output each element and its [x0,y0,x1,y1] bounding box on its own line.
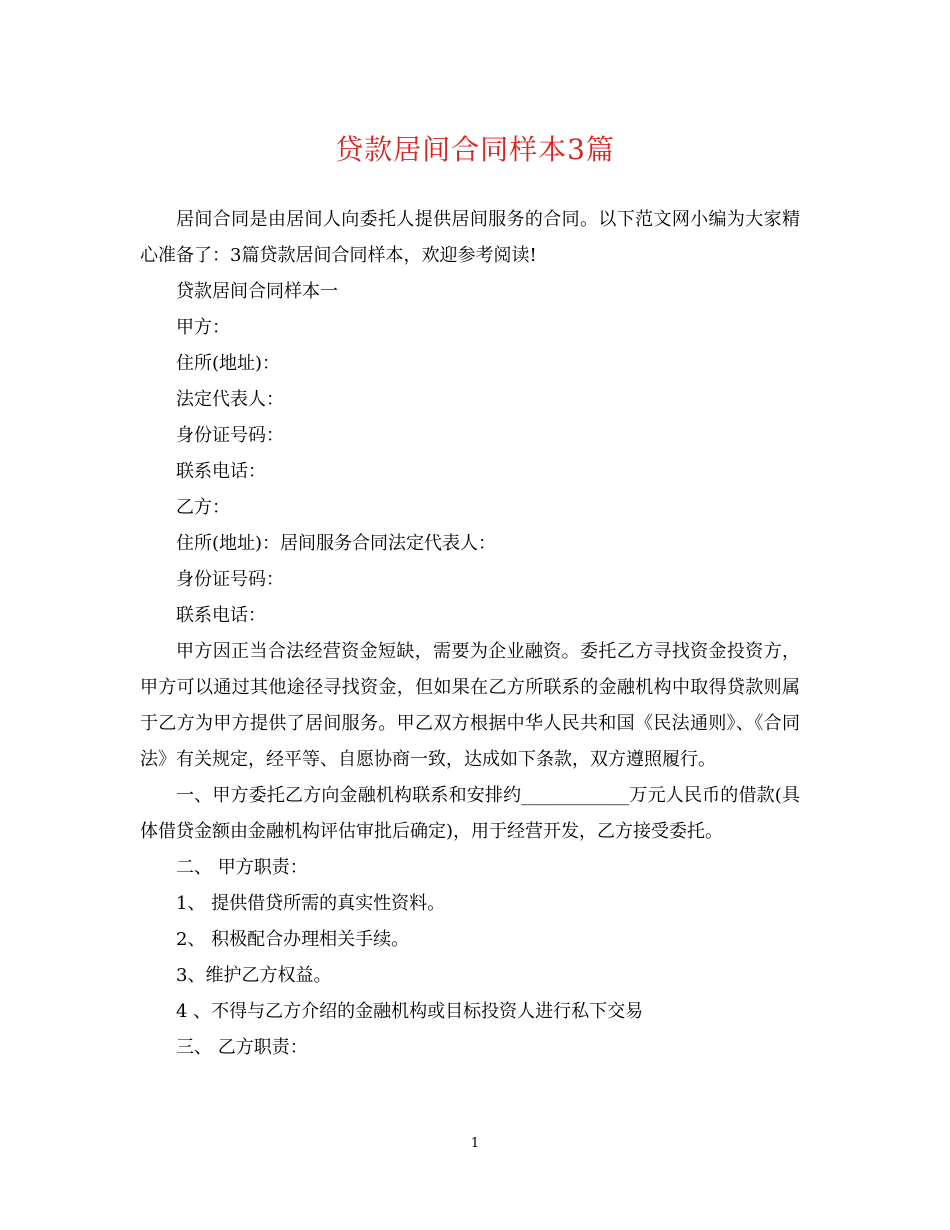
clause-2-item-2: 2、 积极配合办理相关手续。 [176,929,410,950]
preamble-paragraph: 甲方因正当合法经营资金短缺，需要为企业融资。委托乙方寻找资金投资方，甲方可以通过其他途径寻找资金，但如果在乙方所联系的金融机构中取得贷款则属于乙方为甲方提供了居间服务。甲乙双方根据中华人民共和国《民法通则》、《合同法》有关规定，经平等、自愿协商一致，达成如下条款，双方遵照履行。 [140,641,800,770]
clause-2-item-3: 3、维护乙方权益。 [176,965,332,986]
party-a-label: 甲方： [176,317,230,338]
party-a-phone: 联系电话： [176,461,266,482]
clause-3-heading: 三、 乙方职责： [176,1037,308,1058]
clause-2-item-4: 4 、不得与乙方介绍的金融机构或目标投资人进行私下交易 [176,1001,644,1022]
party-b-label: 乙方： [176,497,230,518]
section-heading: 贷款居间合同样本一 [176,281,338,302]
party-b-id-number: 身份证号码： [176,569,284,590]
intro-paragraph: 居间合同是由居间人向委托人提供居间服务的合同。以下范文网小编为大家精心准备了：3篇贷款居间合同样本，欢迎参考阅读! [140,209,800,266]
clause-2-item-1: 1、 提供借贷所需的真实性资料。 [176,893,446,914]
page-title: 贷款居间合同样本3篇 [335,133,615,166]
party-a-address: 住所(地址)： [176,353,281,374]
party-b-phone: 联系电话： [176,605,266,626]
page-number: 1 [470,1136,480,1151]
clause-1: 一、甲方委托乙方向金融机构联系和安排约____________万元人民币的借款(具体借贷金额由金融机构评估审批后确定)，用于经营开发，乙方接受委托。 [140,785,800,842]
party-a-id-number: 身份证号码： [176,425,284,446]
party-a-representative: 法定代表人： [176,389,284,410]
clause-2-heading: 二、 甲方职责： [176,857,308,878]
party-b-address: 住所(地址)：居间服务合同法定代表人： [176,533,497,554]
document-body [140,202,800,1066]
